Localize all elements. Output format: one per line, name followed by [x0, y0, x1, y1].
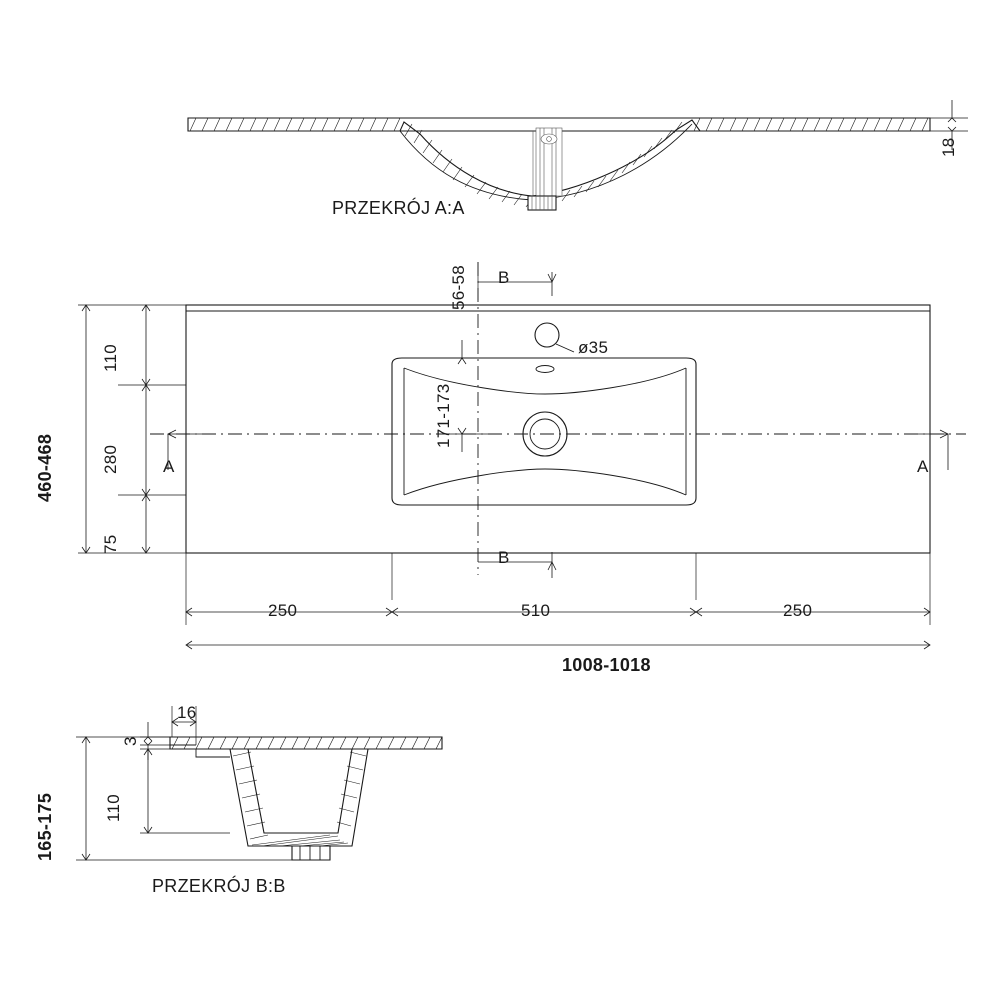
section-marker-b-top: B — [498, 268, 510, 287]
section-marker-b-bottom: B — [498, 548, 510, 567]
dim-width-right: 250 — [783, 601, 813, 620]
section-b-b-geometry — [76, 706, 442, 860]
plan-view-geometry — [78, 262, 966, 649]
section-marker-a-right: A — [917, 457, 929, 476]
section-marker-a-left: A — [163, 457, 175, 476]
section-a-title: PRZEKRÓJ A:A — [332, 198, 465, 218]
section-b-title: PRZEKRÓJ B:B — [152, 876, 286, 896]
section-a-a-geometry — [188, 100, 968, 210]
dim-width-left: 250 — [268, 601, 298, 620]
dim-tap-hole: ø35 — [578, 338, 609, 357]
dim-rim-width: 16 — [177, 703, 197, 722]
dim-width-total: 1008-1018 — [562, 655, 651, 675]
technical-drawing-sheet: PRZEKRÓJ A:A 18 56-58 B B A A 460-468 110 280 75 171-173 ø35 250 510 250 1008-1018 3 16 110 165-175 PRZEKRÓJ B:B — [0, 0, 1000, 1000]
dim-width-center: 510 — [521, 601, 551, 620]
